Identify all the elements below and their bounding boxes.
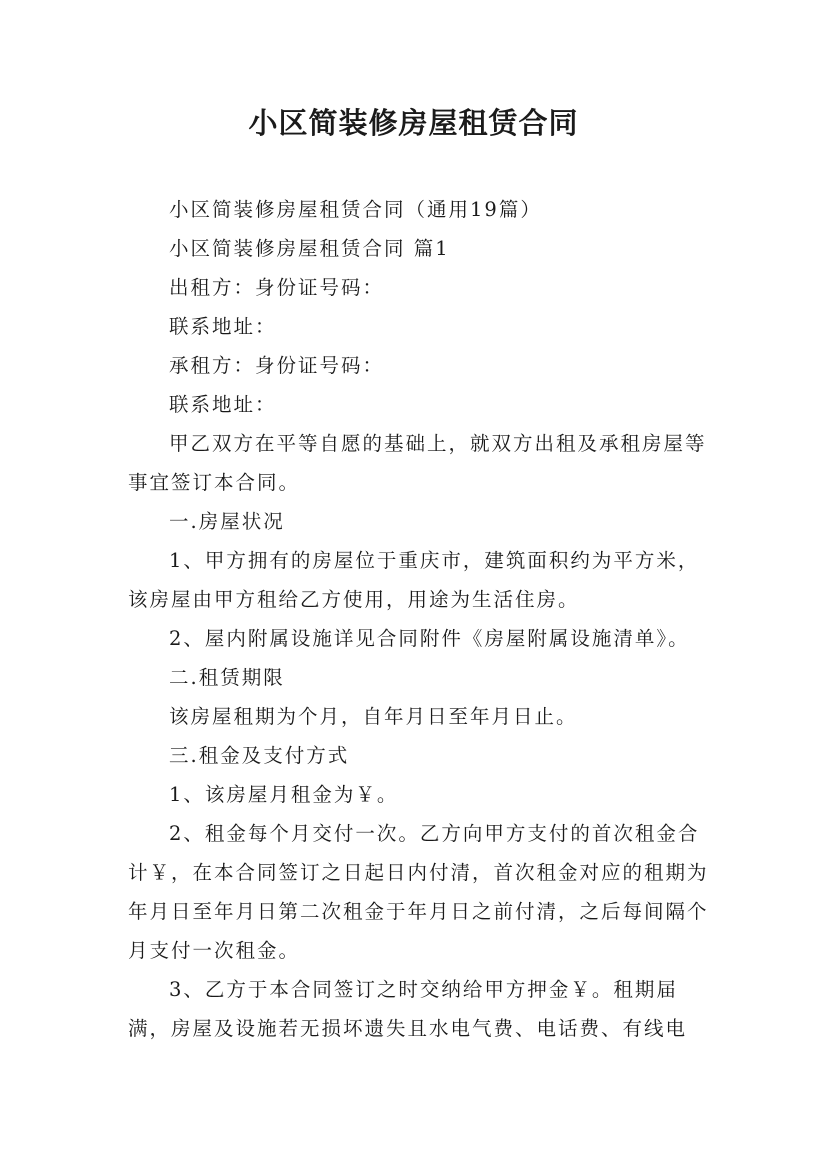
paragraph-chapter-heading: 小区简装修房屋租赁合同 篇1 bbox=[169, 237, 450, 260]
paragraph-deposit: 3、乙方于本合同签订之时交纳给甲方押金￥。租期届满，房屋及设施若无损坏遗失且水电气费、电话费、有线电 bbox=[128, 978, 688, 1040]
document-body bbox=[128, 190, 718, 1048]
paragraph-lessee: 承租方：身份证号码： bbox=[169, 354, 385, 377]
paragraph-facilities: 2、屋内附属设施详见合同附件《房屋附属设施清单》。 bbox=[169, 627, 690, 650]
paragraph-house-location: 1、甲方拥有的房屋位于重庆市，建筑面积约为平方米，该房屋由甲方租给乙方使用，用途为生活住房。 bbox=[128, 549, 700, 611]
paragraph-payment-schedule: 2、租金每个月交付一次。乙方向甲方支付的首次租金合计￥，在本合同签订之日起日内付清，首次租金对应的租期为年月日至年月日第二次租金于年月日之前付清，之后每间隔个月支付一次租金。 bbox=[128, 822, 709, 962]
paragraph-lease-term: 该房屋租期为个月，自年月日至年月日止。 bbox=[169, 705, 578, 728]
section-heading-house-status: 一.房屋状况 bbox=[169, 510, 285, 533]
paragraph-preamble: 甲乙双方在平等自愿的基础上，就双方出租及承租房屋等事宜签订本合同。 bbox=[128, 432, 707, 494]
paragraph-lessor-address: 联系地址： bbox=[169, 315, 277, 338]
paragraph-subtitle: 小区简装修房屋租赁合同（通用19篇） bbox=[169, 198, 542, 221]
section-heading-rent-payment: 三.租金及支付方式 bbox=[169, 744, 350, 767]
document-title: 小区简装修房屋租赁合同 bbox=[248, 106, 579, 140]
section-heading-lease-term: 二.租赁期限 bbox=[169, 666, 285, 689]
paragraph-lessor: 出租方：身份证号码： bbox=[169, 276, 385, 299]
paragraph-monthly-rent: 1、该房屋月租金为￥。 bbox=[169, 783, 399, 806]
paragraph-lessee-address: 联系地址： bbox=[169, 393, 277, 416]
